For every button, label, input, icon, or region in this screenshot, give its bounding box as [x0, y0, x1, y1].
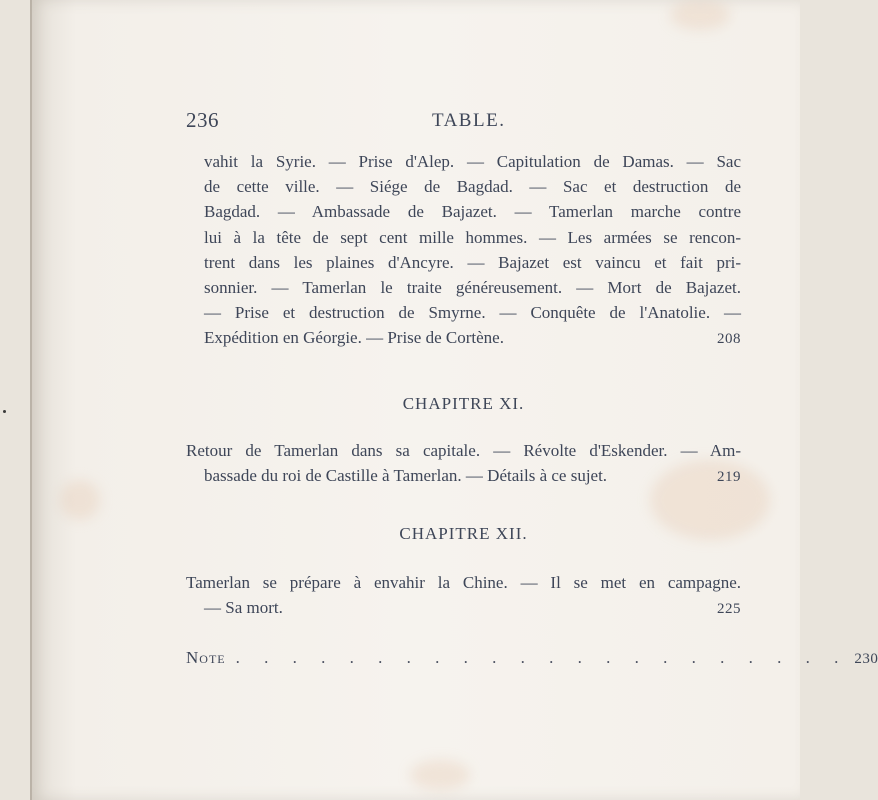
summary-line: Expédition en Géorgie. — Prise de Cortène. — [204, 328, 504, 348]
summary-last-line — [186, 463, 741, 488]
summary-last-line — [186, 595, 741, 620]
page-reference: 230 — [854, 651, 878, 667]
page-header — [186, 108, 741, 134]
summary-line: Retour de Tamerlan dans sa capitale. — Révolte d'Eskender. — Am- — [186, 441, 741, 460]
summary-line: de cette ville. — Siége de Bagdad. — Sac et destruction de — [204, 177, 741, 197]
summary-line: Bagdad. — Ambassade de Bajazet. — Tamerlan marche contre — [204, 202, 741, 222]
page-reference: 208 — [717, 331, 741, 348]
chapter-xii-summary — [186, 570, 741, 620]
chapter-xi-summary — [186, 438, 741, 488]
summary-line: sonnier. — Tamerlan le traite généreusement. — Mort de Bajazet. — [204, 277, 741, 297]
paper-stain — [670, 0, 730, 30]
paper-stain — [410, 760, 470, 790]
summary-line: trent dans les plaines d'Ancyre. — Bajazet est vaincu et fait pri- — [204, 252, 741, 272]
paper-stain — [60, 480, 100, 520]
section-x-summary — [204, 149, 741, 351]
summary-line: Tamerlan se prépare à envahir la Chine. — Il se met en campagne. — [186, 573, 741, 592]
chapter-heading: CHAPITRE XII. — [399, 524, 528, 543]
note-label: Note — [186, 648, 226, 667]
dot-leader: . . . . . . . . . . . . . . . . . . . . . . — [235, 648, 849, 667]
summary-line: lui à la tête de sept cent mille hommes. — Les armées se rencon- — [204, 227, 741, 247]
summary-line: — Prise et destruction de Smyrne. — Conquête de l'Anatolie. — — [204, 303, 741, 323]
ink-speck — [3, 410, 6, 413]
summary-line: vahit la Syrie. — Prise d'Alep. — Capitulation de Damas. — Sac — [204, 152, 741, 171]
page-reference: 225 — [717, 601, 741, 618]
running-title: TABLE. — [432, 110, 506, 131]
chapter-heading: CHAPITRE XI. — [402, 394, 525, 413]
page-reference: 219 — [717, 469, 741, 486]
page-number: 236 — [186, 108, 219, 132]
summary-last-line — [204, 325, 741, 350]
note-entry — [186, 648, 878, 668]
summary-line: — Sa mort. — [204, 598, 283, 618]
summary-line: bassade du roi de Castille à Tamerlan. — Détails à ce sujet. — [204, 466, 608, 486]
